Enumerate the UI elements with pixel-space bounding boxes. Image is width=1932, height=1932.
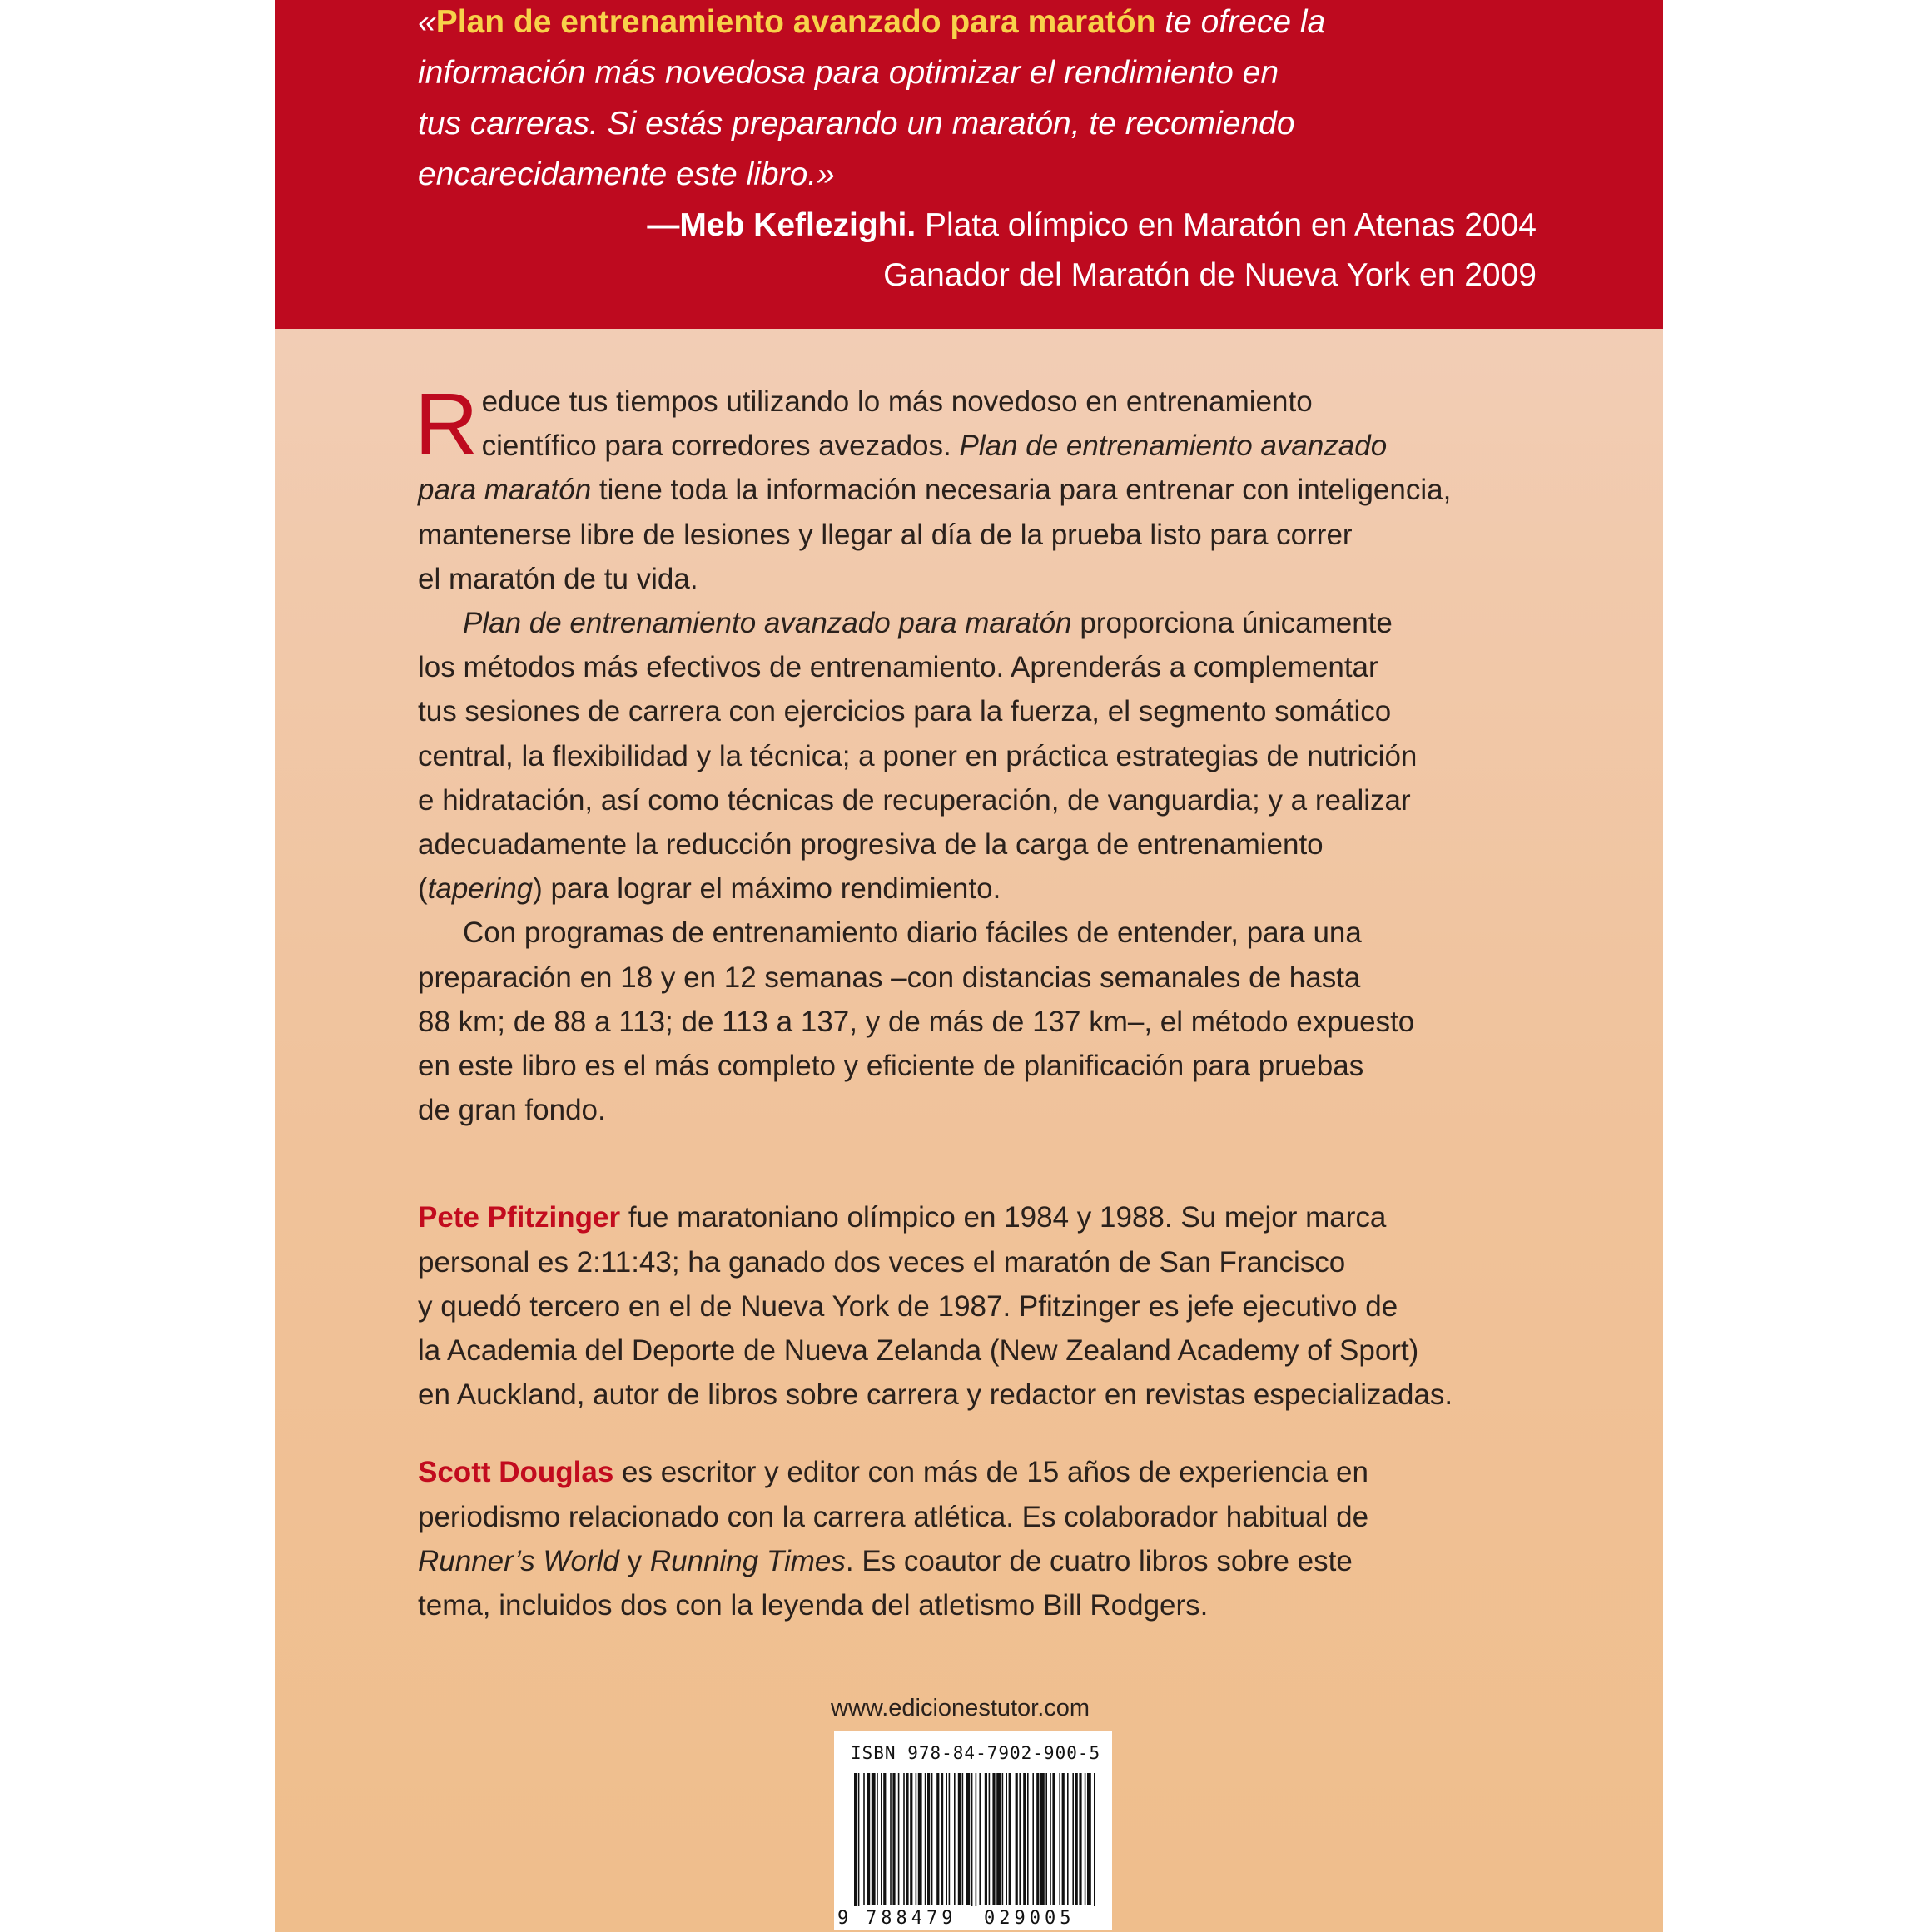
barcode-bar — [892, 1773, 895, 1905]
text-line: y quedó tercero en el de Nueva York de 1987. Pfitzinger es jefe ejecutivo de — [418, 1289, 1398, 1323]
text-line: central, la flexibilidad y la técnica; a poner en práctica estrategias de nutrición — [418, 739, 1418, 772]
barcode-bar — [1072, 1773, 1074, 1905]
barcode-bar — [898, 1773, 900, 1905]
author-name-1: Pete Pfitzinger — [418, 1201, 621, 1234]
text-line: Con programas de entrenamiento diario fáciles de entender, para una — [463, 916, 1362, 950]
text-line: mantenerse libre de lesiones y llegar al día de la prueba listo para correr — [418, 518, 1353, 551]
barcode-bar — [1027, 1773, 1029, 1905]
text-line: periodismo relacionado con la carrera atlética. Es colaborador habitual de — [418, 1500, 1369, 1533]
book-title-italic: Plan de entrenamiento avanzado — [959, 430, 1388, 463]
barcode-bar — [989, 1773, 991, 1905]
isbn-text: ISBN 978-84-7902-900-5 — [851, 1743, 1101, 1763]
barcode-bar — [1079, 1773, 1081, 1905]
text-line — [418, 424, 1567, 468]
barcode-bar — [1002, 1773, 1004, 1905]
quote-line-1-rest: te ofrece la — [1155, 4, 1326, 40]
barcode-bar — [931, 1773, 933, 1905]
paragraph-1 — [415, 375, 1567, 601]
magazine-title: Running Times — [649, 1544, 846, 1577]
barcode-bar — [854, 1773, 857, 1906]
barcode-bar — [890, 1773, 892, 1905]
barcode-bar — [1067, 1773, 1069, 1905]
quote-line-3: tus carreras. Si estás preparando un maratón, te recomiendo — [418, 106, 1295, 142]
barcode-bar — [883, 1773, 886, 1905]
barcode-bar — [1006, 1773, 1007, 1905]
attribution-line-1: Plata olímpico en Maratón en Atenas 2004 — [916, 207, 1537, 243]
paragraph-3 — [418, 911, 1567, 1132]
barcode-bar — [1050, 1773, 1051, 1905]
quote-attribution-1 — [371, 200, 1537, 251]
text-fragment: fue maratoniano olímpico en 1984 y 1988. Su mejor marca — [620, 1201, 1387, 1234]
text-line: los métodos más efectivos de entrenamiento. Aprenderás a complementar — [418, 651, 1378, 684]
isbn-barcode — [834, 1731, 1112, 1930]
barcode-bar — [1062, 1773, 1065, 1905]
quote-attribution-2: Ganador del Maratón de Nueva York en 2009 — [883, 257, 1537, 293]
barcode-bar — [877, 1773, 878, 1905]
barcode-bar — [858, 1773, 860, 1906]
barcode-bar — [971, 1773, 973, 1906]
barcode-bar — [916, 1773, 917, 1905]
spacer — [418, 1132, 1567, 1195]
barcode-bar — [1023, 1773, 1026, 1905]
barcode-bar — [966, 1773, 970, 1905]
text-line: el maratón de tu vida. — [418, 562, 698, 595]
barcode-bar — [941, 1773, 943, 1905]
text-fragment: . Es coautor de cuatro libros sobre este — [845, 1544, 1353, 1577]
barcode-bar — [1045, 1773, 1047, 1905]
publisher-website[interactable]: www.edicionestutor.com — [831, 1695, 1090, 1721]
barcode-bar — [1009, 1773, 1011, 1905]
barcode-bar — [996, 1773, 1001, 1905]
barcode-bar — [1085, 1773, 1086, 1905]
author-bio-1 — [418, 1195, 1567, 1417]
barcode-bar — [881, 1773, 882, 1905]
barcode-bar — [976, 1773, 977, 1906]
barcode-digit-prefix: 9 — [837, 1908, 849, 1929]
text-line — [418, 867, 1567, 911]
barcode-digits-left: 788479 — [866, 1908, 957, 1929]
text-line — [418, 468, 1567, 512]
barcode-bar — [985, 1773, 987, 1905]
italic-term: tapering — [427, 872, 534, 906]
text-line: personal es 2:11:43; ha ganado dos veces el maratón de San Francisco — [418, 1245, 1346, 1279]
text-line — [418, 1539, 1567, 1583]
quote-book-title: Plan de entrenamiento avanzado para maratón — [435, 4, 1156, 40]
barcode-bar — [1040, 1773, 1045, 1905]
barcode-bar — [918, 1773, 922, 1905]
text-line: la Academia del Deporte de Nueva Zelanda (New Zealand Academy of Sport) — [418, 1334, 1419, 1368]
text-line: preparación en 18 y en 12 semanas –con distancias semanales de hasta — [418, 961, 1361, 994]
attribution-name: —Meb Keflezighi. — [647, 207, 916, 243]
text-line — [418, 601, 1567, 645]
quote-line-2: información más novedosa para optimizar el rendimiento en — [418, 55, 1279, 91]
text-line: e hidratación, así como técnicas de recuperación, de vanguardia; y a realizar — [418, 783, 1411, 817]
barcode-bar — [1087, 1773, 1091, 1905]
barcode-bar — [867, 1773, 870, 1905]
barcode-bar — [1094, 1773, 1095, 1906]
author-name-2: Scott Douglas — [418, 1456, 614, 1489]
barcode-bar — [903, 1773, 905, 1905]
text-line: en Auckland, autor de libros sobre carrera y redactor en revistas especializadas. — [418, 1378, 1453, 1412]
barcode-bar — [906, 1773, 908, 1905]
text-line: en este libro es el más completo y eficiente de planificación para pruebas — [418, 1050, 1364, 1083]
barcode-bars — [854, 1773, 1095, 1906]
book-description — [415, 375, 1567, 1627]
text-line: adecuadamente la reducción progresiva de la carga de entrenamiento — [418, 828, 1324, 862]
text-fragment: y — [618, 1544, 650, 1577]
text-line — [418, 1195, 1567, 1239]
text-line: tema, incluidos dos con la leyenda del atletismo Bill Rodgers. — [418, 1589, 1209, 1622]
barcode-bar — [1036, 1773, 1039, 1905]
barcode-bar — [949, 1773, 951, 1905]
barcode-bar — [954, 1773, 956, 1905]
author-bio-2 — [418, 1450, 1567, 1627]
book-title-italic: Plan de entrenamiento avanzado para maratón — [463, 607, 1072, 640]
book-title-italic: para maratón — [418, 474, 592, 507]
quote-open-mark: « — [418, 4, 436, 40]
barcode-bar — [927, 1773, 930, 1905]
paragraph-2 — [418, 601, 1567, 911]
barcode-bar — [946, 1773, 947, 1905]
barcode-bar — [1059, 1773, 1060, 1905]
text-line: de gran fondo. — [418, 1094, 606, 1127]
back-cover — [275, 0, 1663, 1932]
text-fragment: tiene toda la información necesaria para entrenar con inteligencia, — [591, 474, 1452, 507]
barcode-bar — [979, 1773, 981, 1905]
text-fragment: científico para corredores avezados. — [481, 430, 960, 463]
quote-line-1 — [418, 0, 1325, 47]
barcode-bar — [872, 1773, 876, 1905]
barcode-bar — [1016, 1773, 1018, 1905]
barcode-bar — [992, 1773, 995, 1905]
barcode-bar — [863, 1773, 865, 1905]
text-fragment: proporciona únicamente — [1071, 607, 1393, 640]
barcode-bar — [925, 1773, 926, 1905]
text-fragment: ) para lograr el máximo rendimiento. — [533, 872, 1001, 906]
barcode-bar — [962, 1773, 964, 1905]
barcode-bar — [910, 1773, 912, 1905]
magazine-title: Runner’s World — [418, 1544, 619, 1577]
quote-banner — [275, 0, 1663, 329]
barcode-bar — [1032, 1773, 1034, 1905]
text-line: educe tus tiempos utilizando lo más novedoso en entrenamiento — [481, 385, 1313, 418]
barcode-bar — [1052, 1773, 1055, 1905]
text-line — [418, 1450, 1567, 1494]
barcode-bar — [1019, 1773, 1021, 1905]
barcode-bar — [958, 1773, 961, 1905]
text-line: tus sesiones de carrera con ejercicios para la fuerza, el segmento somático — [418, 695, 1392, 728]
spacer — [418, 1417, 1567, 1450]
text-fragment: es escritor y editor con más de 15 años de experiencia en — [613, 1456, 1368, 1489]
barcode-digits-right: 029005 — [984, 1908, 1075, 1929]
text-fragment: ( — [418, 872, 428, 906]
barcode-bar — [1075, 1773, 1078, 1905]
quote-line-4: encarecidamente este libro.» — [418, 156, 835, 192]
barcode-bar — [936, 1773, 939, 1905]
drop-cap: R — [415, 375, 479, 474]
text-line: 88 km; de 88 a 113; de 113 a 137, y de más de 137 km–, el método expuesto — [418, 1005, 1415, 1038]
